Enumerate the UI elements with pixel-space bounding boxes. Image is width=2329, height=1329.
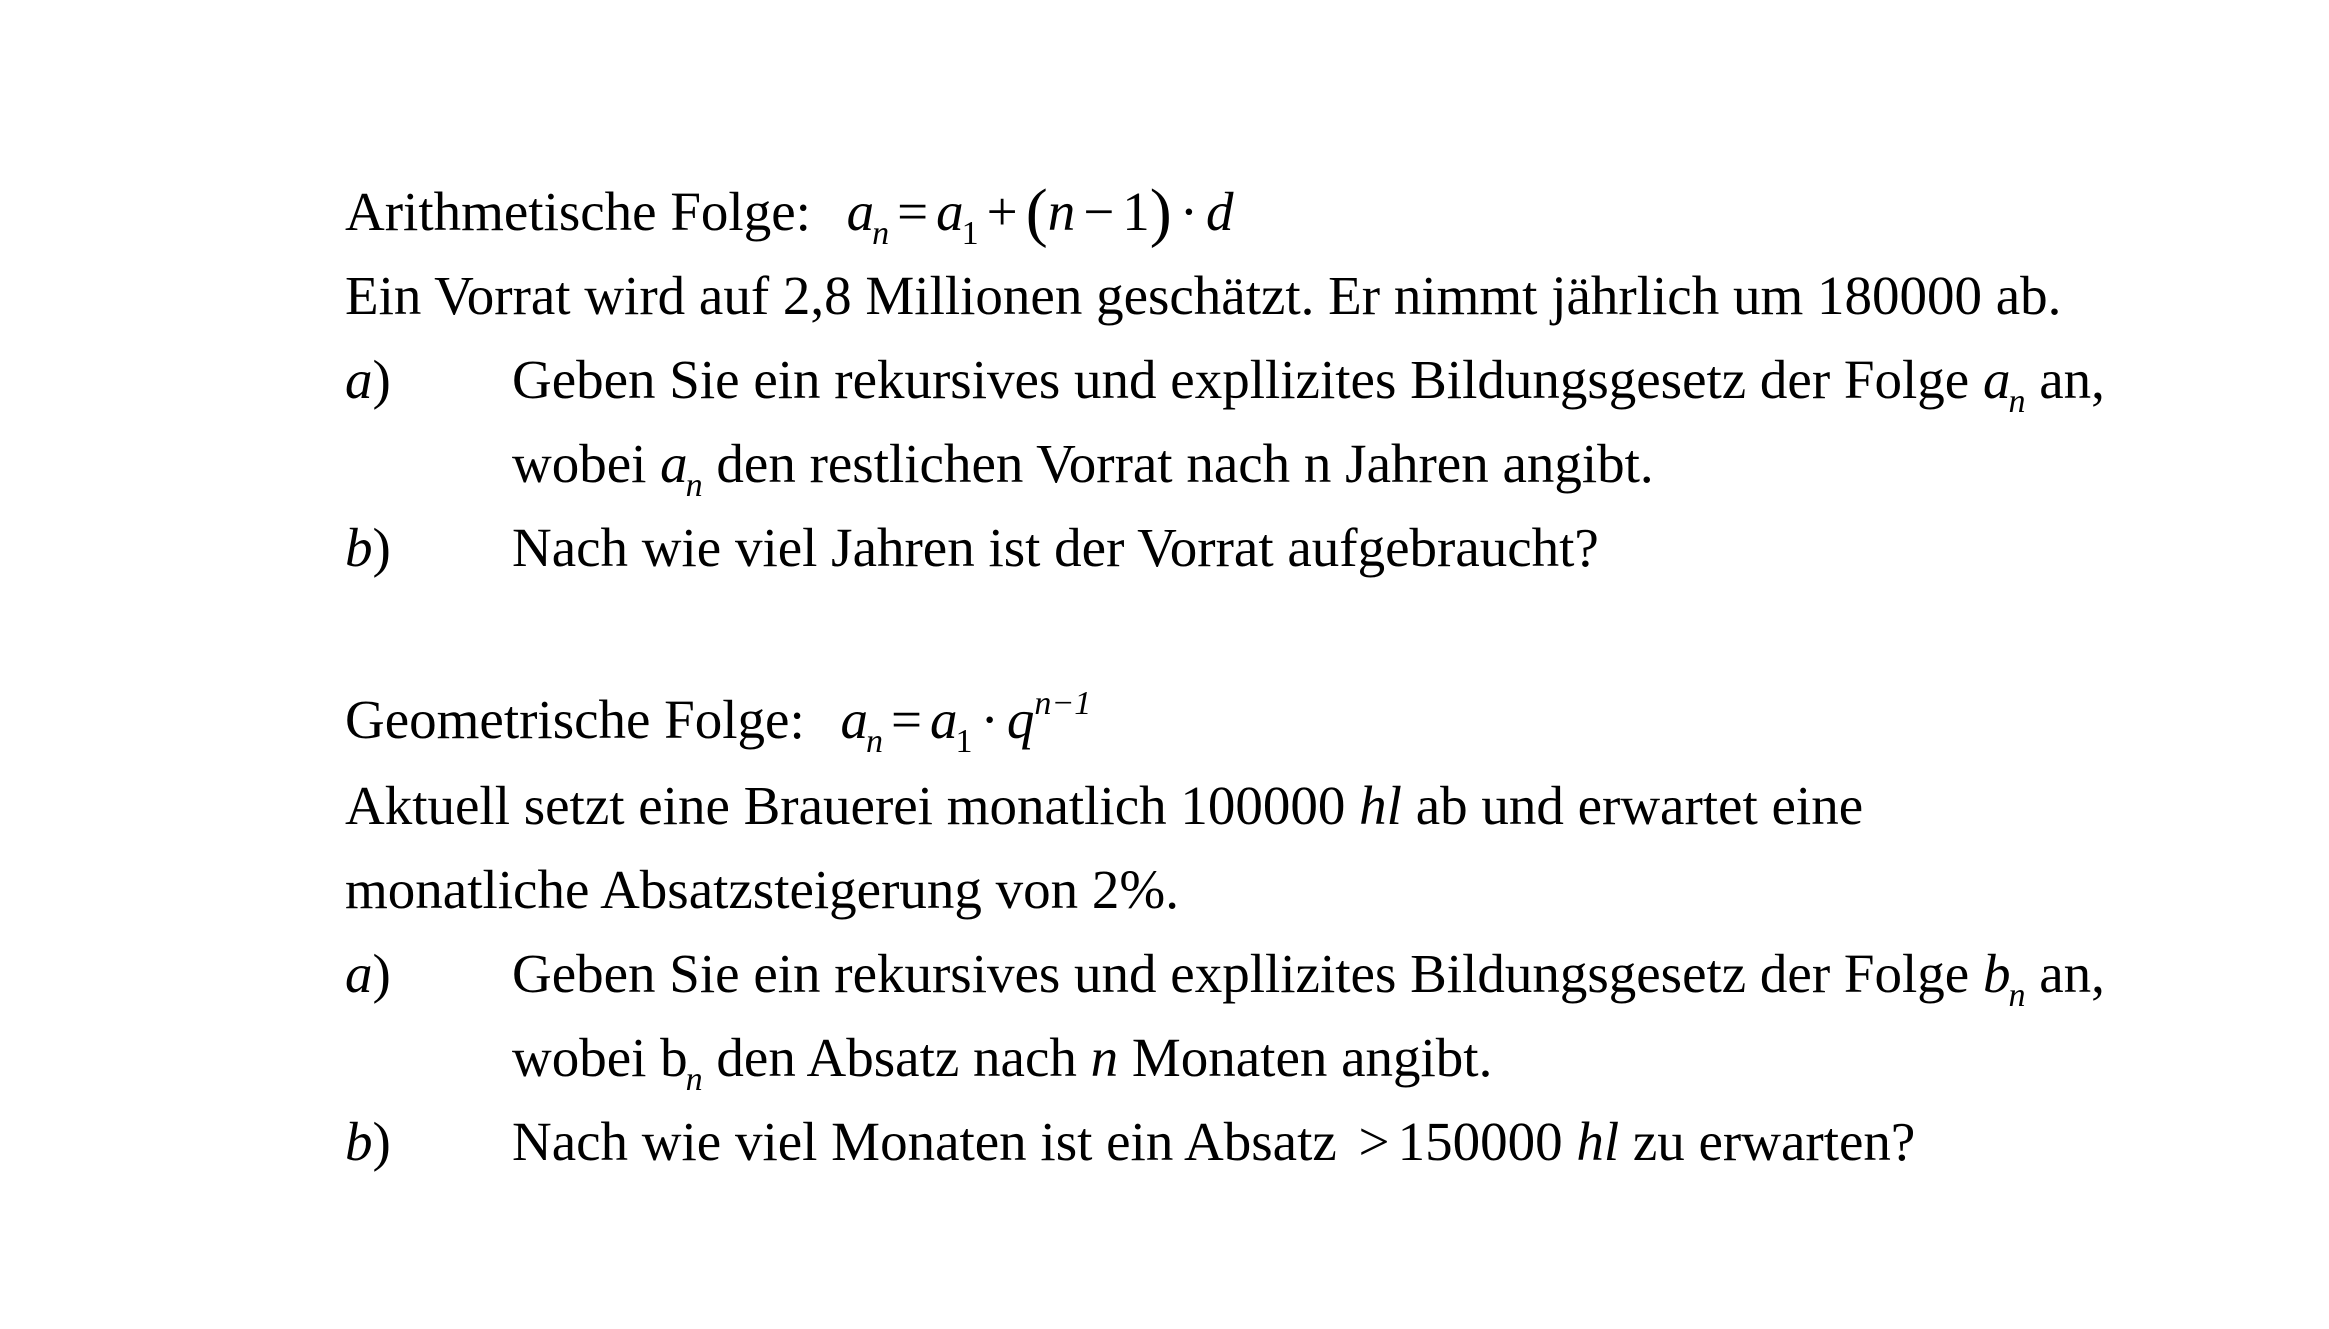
formula-var: a [930, 689, 958, 750]
formula-minus: − [1083, 181, 1115, 242]
formula-sub: n [872, 215, 890, 252]
formula-sub: 1 [961, 215, 979, 252]
geometric-heading-label: Geometrische Folge: [345, 689, 805, 750]
formula-var: d [1206, 181, 1234, 242]
geometric-formula [840, 685, 1092, 760]
item-label-letter: b [345, 517, 373, 578]
formula-sub: n [2008, 383, 2026, 420]
item-text: den restlichen Vorrat nach n Jahren angibt. [716, 433, 1654, 494]
formula-exponent: n−1 [1034, 685, 1092, 722]
geometric-intro-line2: monatliche Absatzsteigerung von 2%. [345, 859, 1179, 920]
intro-text: Aktuell setzt eine Brauerei monatlich 100000 [345, 775, 1346, 836]
geometric-item-b-label [345, 1111, 391, 1172]
item-label-paren: ) [372, 349, 391, 410]
arithmetic-formula [846, 176, 1234, 252]
formula-var: b [1982, 943, 2011, 1004]
arithmetic-item-a-line1 [512, 349, 2105, 420]
formula-var: n [1090, 1027, 1119, 1088]
item-text: an, [2039, 943, 2105, 1004]
value-number: 150000 [1397, 1111, 1563, 1172]
formula-gt: > [1358, 1111, 1390, 1172]
item-text: Geben Sie ein rekursives und expllizites Bildungsgesetz der Folge [512, 349, 1970, 410]
formula-var: a [846, 181, 875, 242]
formula-rparen: ) [1149, 176, 1172, 249]
item-label-paren: ) [372, 517, 391, 578]
item-text: Geben Sie ein rekursives und expllizites Bildungsgesetz der Folge [512, 943, 1970, 1004]
item-label-paren: ) [372, 1111, 391, 1172]
item-label-letter: a [345, 349, 373, 410]
formula-dot: · [1179, 181, 1199, 242]
formula-eq: = [891, 689, 923, 750]
geometric-item-a-line1 [512, 943, 2105, 1014]
formula-var: q [1006, 689, 1035, 750]
item-label-paren: ) [372, 943, 391, 1004]
formula-var: a [660, 433, 688, 494]
unit-hl: hl [1359, 775, 1402, 836]
formula-var: n [1047, 181, 1076, 242]
formula-eq: = [897, 181, 929, 242]
formula-sub: n [866, 723, 883, 760]
formula-var: a [936, 181, 964, 242]
item-label-letter: a [345, 943, 373, 1004]
geometric-heading [345, 685, 1092, 760]
formula-sub: 1 [955, 723, 973, 760]
formula-lparen: ( [1025, 176, 1048, 249]
arithmetic-item-a-label [345, 349, 391, 410]
geometric-item-a-label [345, 943, 391, 1004]
item-text: wobei b [512, 1027, 688, 1088]
item-text: Nach wie viel Monaten ist ein Absatz [512, 1111, 1337, 1172]
formula-plus: + [986, 181, 1018, 242]
formula-dot: · [980, 689, 999, 750]
item-text: an, [2039, 349, 2105, 410]
item-label-letter: b [345, 1111, 373, 1172]
arithmetic-heading-label: Arithmetische Folge: [345, 181, 811, 242]
geometric-item-a-line2 [512, 1027, 1493, 1098]
arithmetic-item-a-line2 [512, 433, 1654, 504]
geometric-intro-line1 [345, 775, 1864, 836]
arithmetic-item-b-text: Nach wie viel Jahren ist der Vorrat aufgebraucht? [512, 517, 1599, 578]
formula-var: a [1982, 349, 2011, 410]
item-text: den Absatz nach [716, 1027, 1077, 1088]
arithmetic-intro: Ein Vorrat wird auf 2,8 Millionen geschätzt. Er nimmt jährlich um 180000 ab. [345, 265, 2062, 326]
arithmetic-item-b-label [345, 517, 391, 578]
formula-sub: n [685, 467, 703, 504]
item-text: zu erwarten? [1632, 1111, 1916, 1172]
geometric-item-b-text [512, 1111, 1916, 1172]
formula-sub: n [2008, 977, 2026, 1014]
item-text: Monaten angibt. [1131, 1027, 1493, 1088]
item-text: wobei [512, 433, 647, 494]
arithmetic-heading [345, 176, 1234, 252]
formula-number: 1 [1122, 181, 1150, 242]
formula-sub: n [685, 1061, 703, 1098]
intro-text: ab und erwartet eine [1415, 775, 1864, 836]
formula-var: a [840, 689, 868, 750]
unit-hl: hl [1576, 1111, 1620, 1172]
